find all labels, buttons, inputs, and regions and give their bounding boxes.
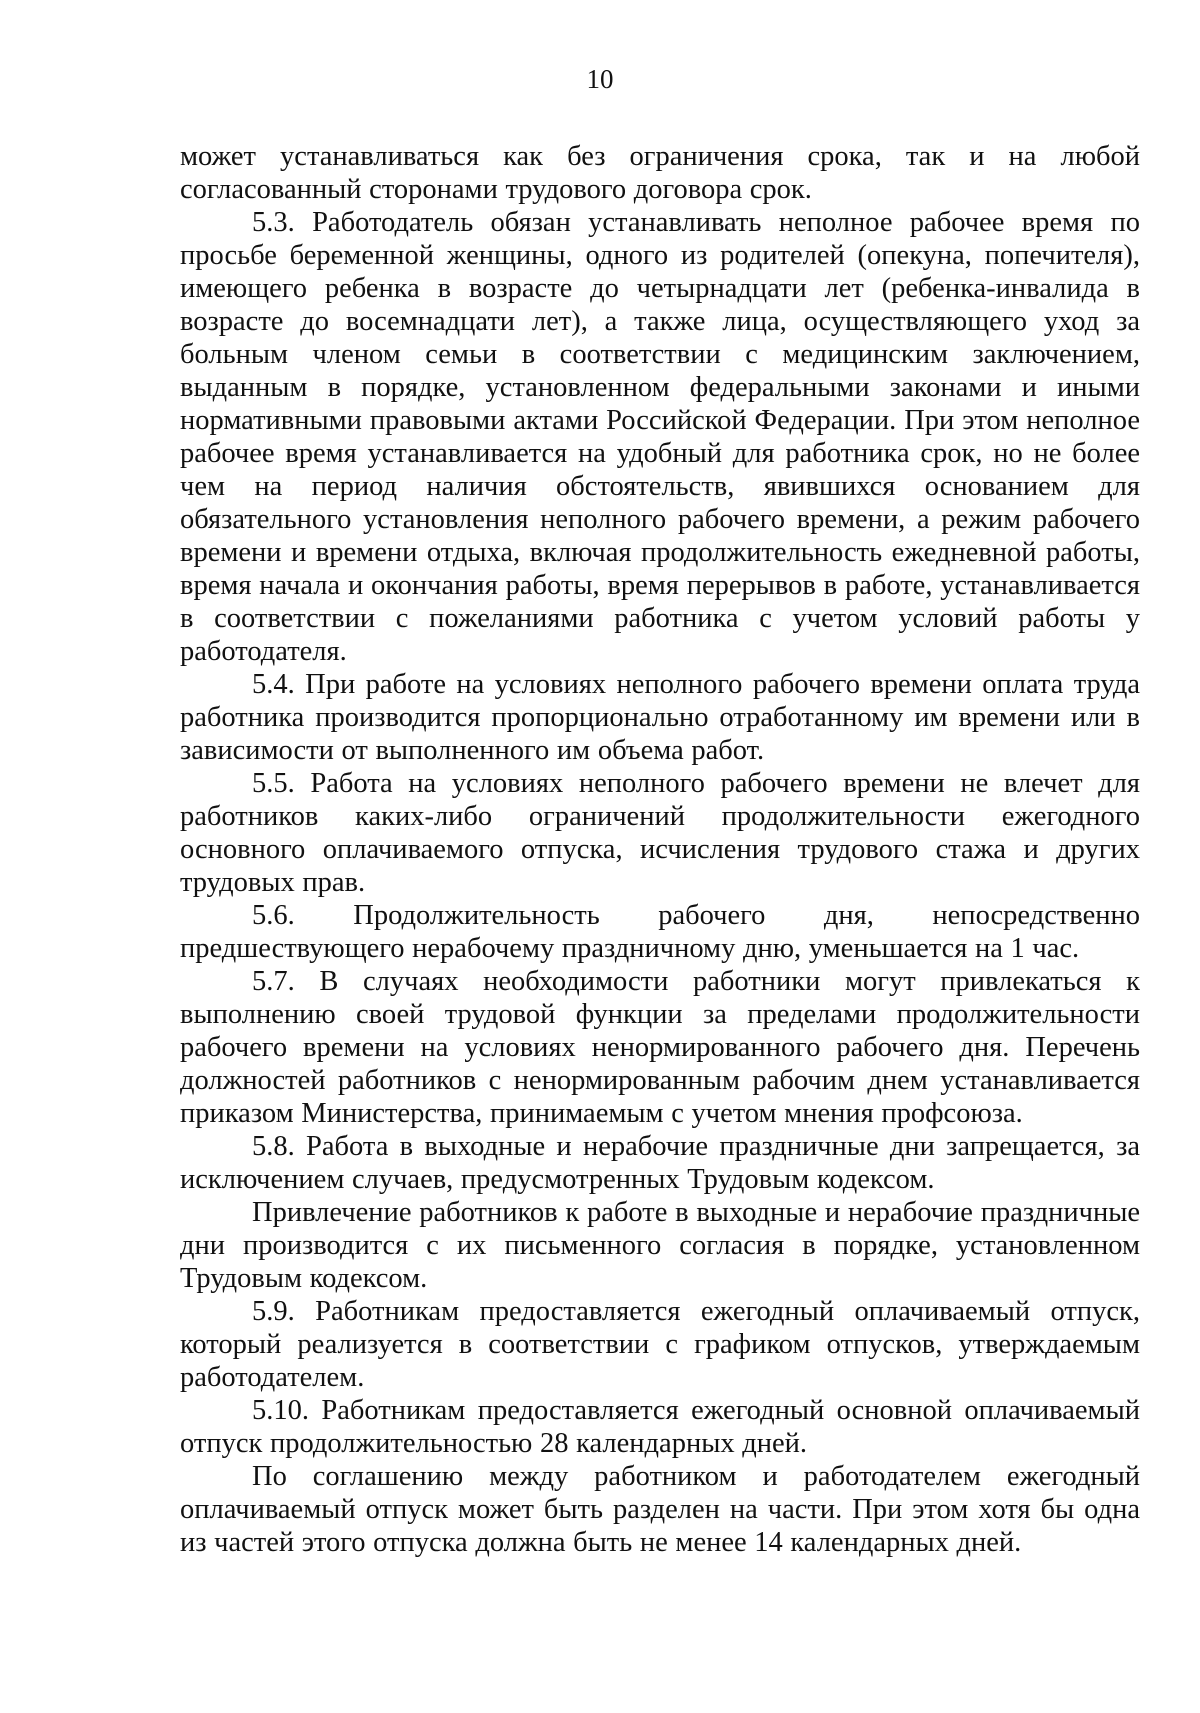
paragraph-5-8: 5.8. Работа в выходные и нерабочие праздничные дни запрещается, за исключением случаев, предусмотренных Трудовым кодексом. bbox=[180, 1131, 1140, 1195]
paragraph-5-7: 5.7. В случаях необходимости работники могут привлекаться к выполнению своей трудовой функции за пределами продолжительности рабочего времени на условиях ненормированного рабочего дня. Перечень должностей работников с ненормированным рабочим днем устанавливается приказом Министерства, принимаемым с учетом мнения профсоюза. bbox=[180, 966, 1140, 1129]
paragraph-5-5: 5.5. Работа на условиях неполного рабочего времени не влечет для работников каких-либо ограничений продолжительности ежегодного основного оплачиваемого отпуска, исчисления трудового стажа и других трудовых прав. bbox=[180, 768, 1140, 898]
paragraph-5-8-extra: Привлечение работников к работе в выходные и нерабочие праздничные дни производится с их письменного согласия в порядке, установленном Трудовым кодексом. bbox=[180, 1197, 1140, 1294]
paragraph-5-3: 5.3. Работодатель обязан устанавливать неполное рабочее время по просьбе беременной женщины, одного из родителей (опекуна, попечителя), имеющего ребенка в возрасте до четырнадцати лет (ребенка-инвалида в возрасте до восемнадцати лет), а также лица, осуществляющего уход за больным членом семьи в соответствии с медицинским заключением, выданным в порядке, установленном федеральными законами и иными нормативными правовыми актами Российской Федерации. При этом неполное рабочее время устанавливается на удобный для работника срок, но не более чем на период наличия обстоятельств, явившихся основанием для обязательного установления неполного рабочего времени, а режим рабочего времени и времени отдыха, включая продолжительность ежедневной работы, время начала и окончания работы, время перерывов в работе, устанавливается в соответствии с пожеланиями работника с учетом условий работы у работодателя. bbox=[180, 207, 1140, 667]
paragraph-5-10: 5.10. Работникам предоставляется ежегодный основной оплачиваемый отпуск продолжительностью 28 календарных дней. bbox=[180, 1395, 1140, 1459]
paragraph-5-10-extra: По соглашению между работником и работодателем ежегодный оплачиваемый отпуск может быть разделен на части. При этом хотя бы одна из частей этого отпуска должна быть не менее 14 календарных дней. bbox=[180, 1461, 1140, 1558]
page-number: 10 bbox=[586, 64, 614, 94]
paragraph-5-4: 5.4. При работе на условиях неполного рабочего времени оплата труда работника производится пропорционально отработанному им времени или в зависимости от выполненного им объема работ. bbox=[180, 669, 1140, 766]
paragraph-continuation: может устанавливаться как без ограничения срока, так и на любой согласованный сторонами трудового договора срок. bbox=[180, 141, 1140, 205]
paragraph-5-6: 5.6. Продолжительность рабочего дня, непосредственно предшествующего нерабочему праздничному дню, уменьшается на 1 час. bbox=[180, 900, 1140, 964]
document-body bbox=[180, 140, 1140, 1559]
paragraph-5-9: 5.9. Работникам предоставляется ежегодный оплачиваемый отпуск, который реализуется в соответствии с графиком отпусков, утверждаемым работодателем. bbox=[180, 1296, 1140, 1393]
